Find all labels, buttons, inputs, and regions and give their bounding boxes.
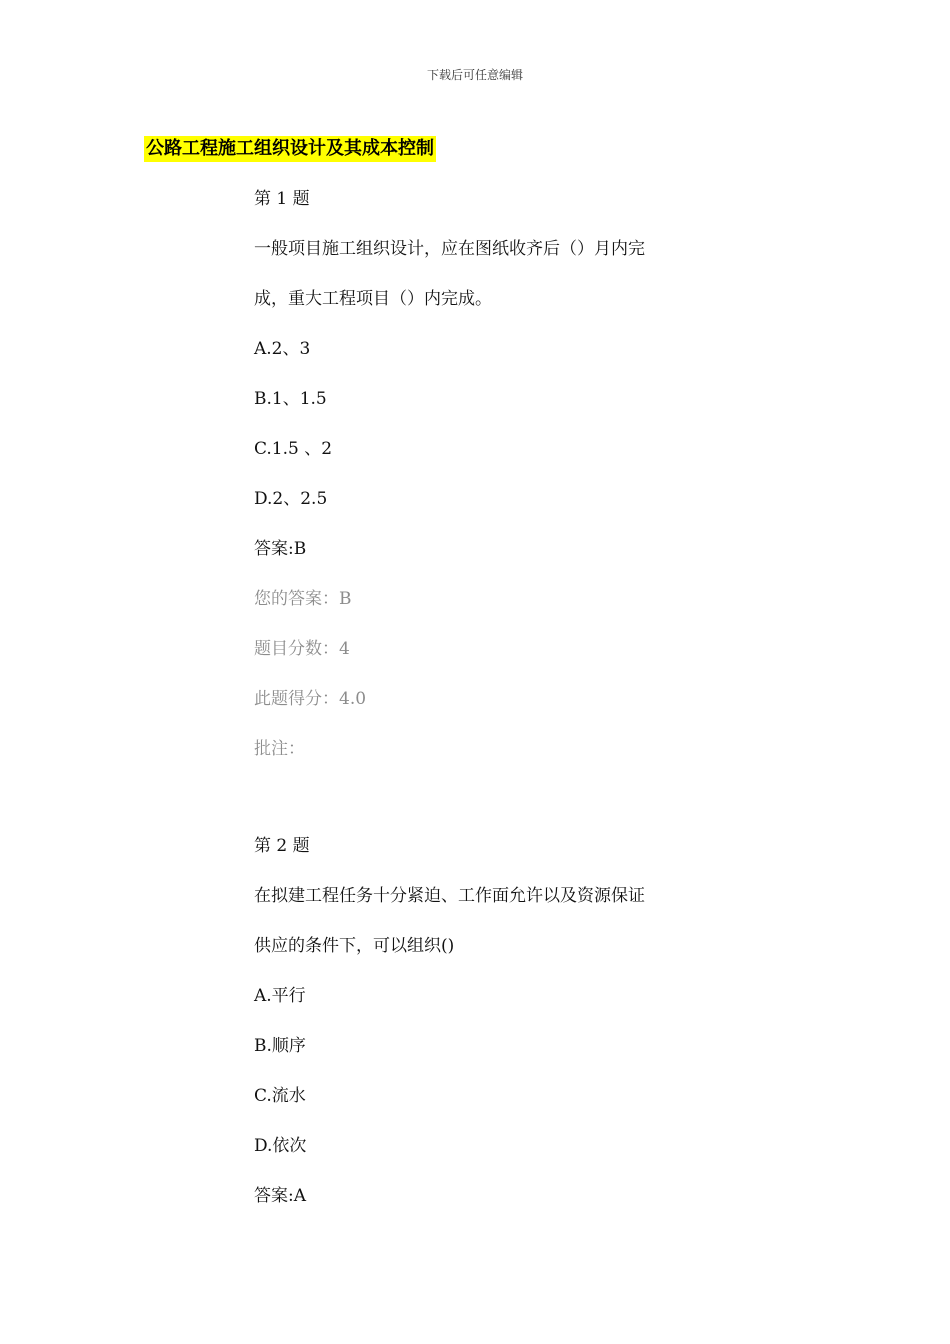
option-c: C.流水	[254, 1086, 306, 1106]
question-text-line: 一般项目施工组织设计，应在图纸收齐后（）月内完	[254, 239, 645, 259]
earned-score: 此题得分：4.0	[254, 689, 367, 709]
question-block	[254, 833, 714, 1233]
correct-answer: 答案:A	[254, 1186, 307, 1206]
question-score: 题目分数：4	[254, 639, 350, 659]
question-text-line: 供应的条件下，可以组织()	[254, 936, 455, 956]
question-block	[254, 186, 714, 786]
document-title: 公路工程施工组织设计及其成本控制	[144, 136, 436, 162]
remark: 批注：	[254, 739, 305, 759]
correct-answer: 答案:B	[254, 539, 307, 559]
option-b: B.顺序	[254, 1036, 306, 1056]
page-header: 下载后可任意编辑	[426, 68, 523, 82]
option-a: A.2、3	[254, 339, 311, 359]
option-d: D.依次	[254, 1136, 307, 1156]
question-number: 第 2 题	[254, 836, 310, 856]
question-text-line: 在拟建工程任务十分紧迫、工作面允许以及资源保证	[254, 886, 645, 906]
option-c: C.1.5 、2	[254, 439, 333, 459]
your-answer: 您的答案：B	[254, 589, 352, 609]
question-number: 第 1 题	[254, 189, 310, 209]
option-a: A.平行	[254, 986, 306, 1006]
question-text-line: 成，重大工程项目（）内完成。	[254, 289, 492, 309]
option-d: D.2、2.5	[254, 489, 328, 509]
option-b: B.1、1.5	[254, 389, 327, 409]
